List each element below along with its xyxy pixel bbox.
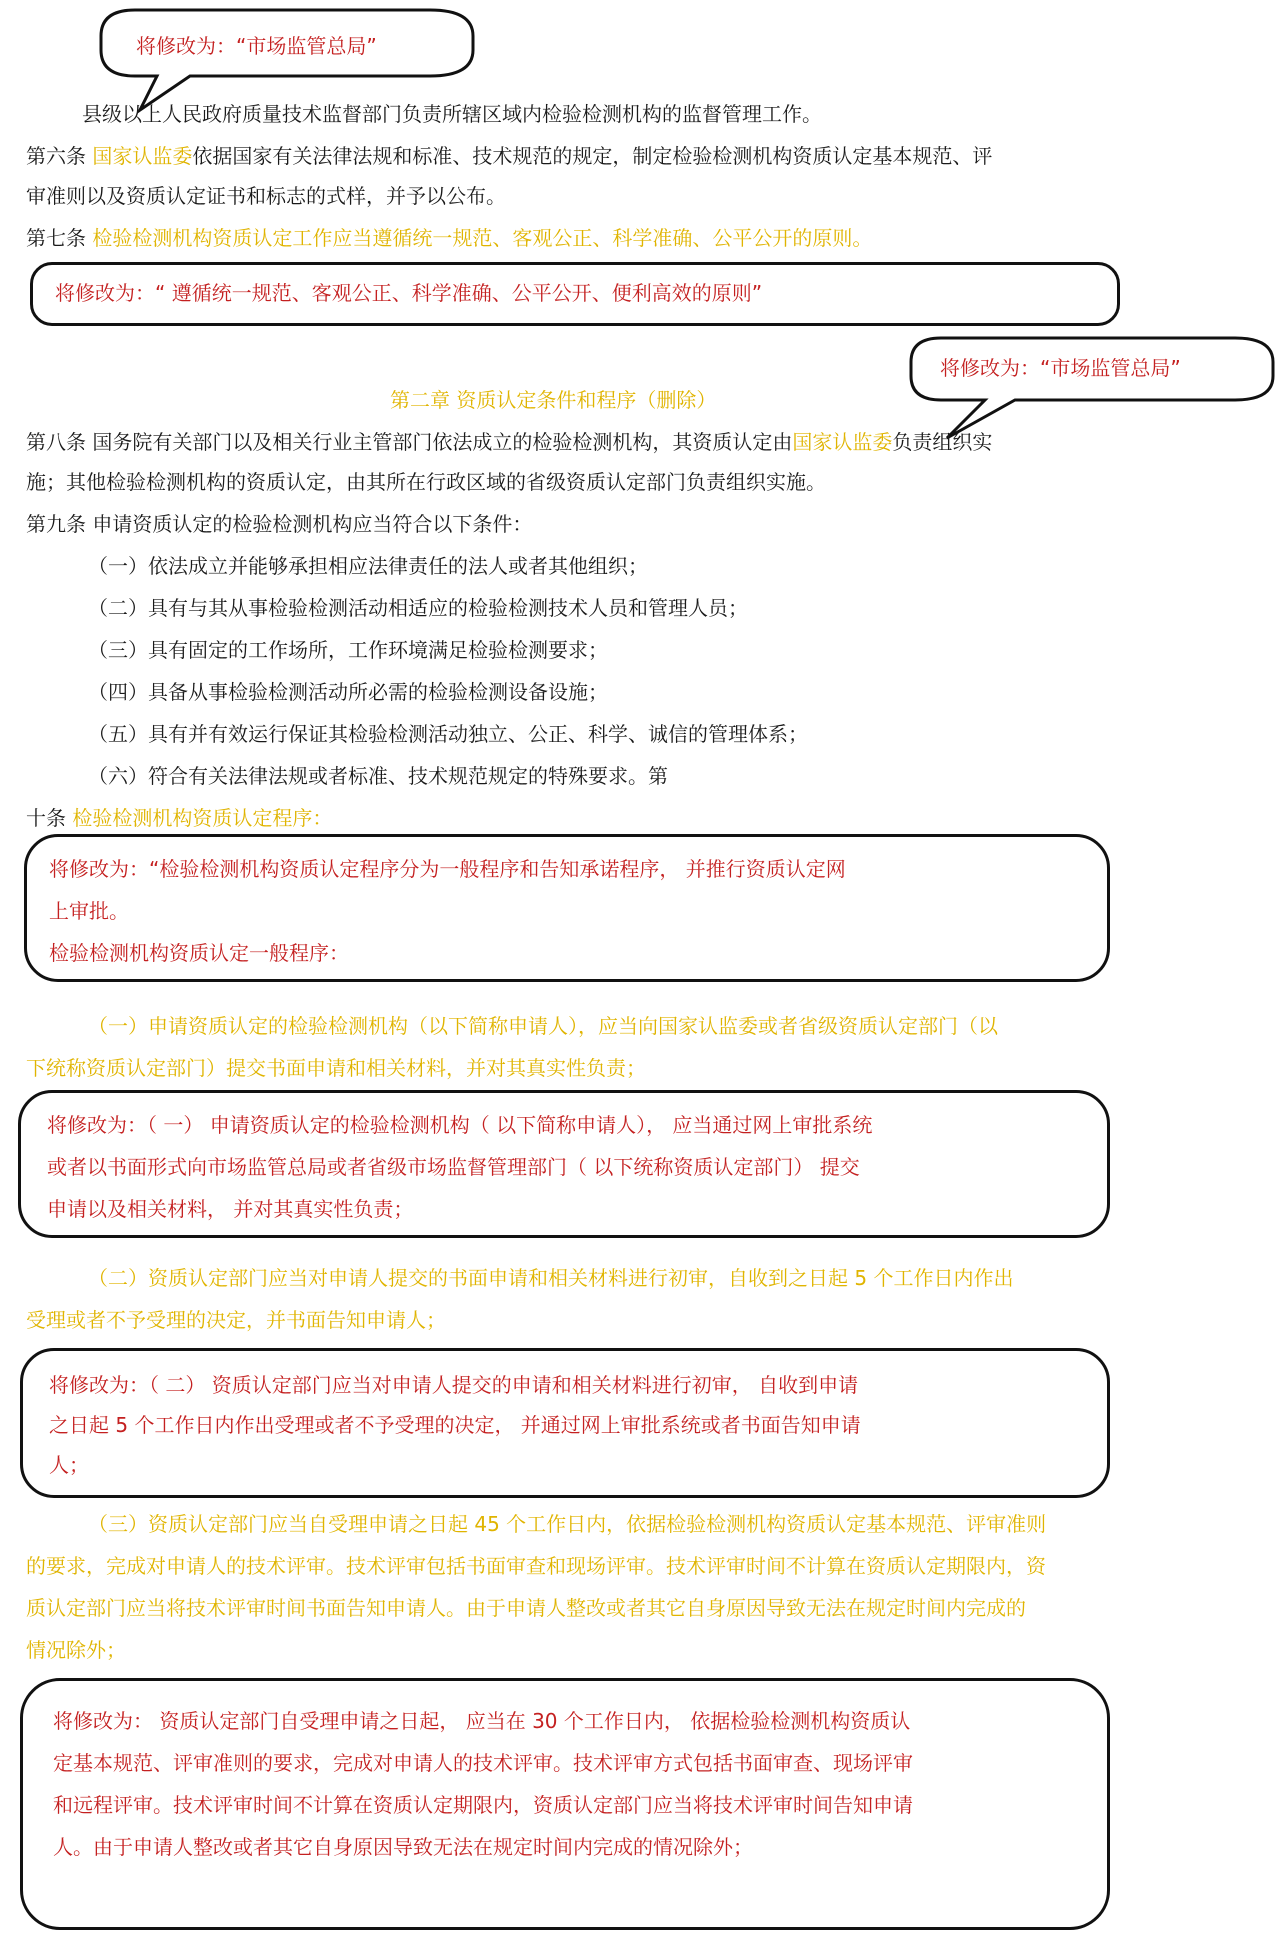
revision-box-3-line-2: 或者以书面形式向市场监管总局或者省级市场监督管理部门（ 以下统称资质认定部门） 提交 <box>47 1155 860 1179</box>
revision-box-4-line-2: 之日起 5 个工作日内作出受理或者不予受理的决定， 并通过网上审批系统或者书面告知申请 <box>49 1413 861 1437</box>
article-10-label: 十条 <box>26 806 66 830</box>
article-8-text-end: 负责组织实 <box>892 430 993 454</box>
article-6-line-2: 审准则以及资质认定证书和标志的式样，并予以公布。 <box>26 184 506 208</box>
revision-box-4 <box>20 1348 1110 1498</box>
revision-box-1-text: 将修改为：“ 遵循统一规范、客观公正、科学准确、公平公开、便利高效的原则” <box>55 281 763 305</box>
revision-box-5 <box>20 1678 1110 1930</box>
original-procedure-3-line-3: 质认定部门应当将技术评审时间书面告知申请人。由于申请人整改或者其它自身原因导致无法在规定时间内完成的 <box>26 1596 1026 1620</box>
county-supervision-line: 县级以上人民政府质量技术监督部门负责所辖区域内检验检测机构的监督管理工作。 <box>82 102 822 126</box>
revision-box-5-line-1: 将修改为： 资质认定部门自受理申请之日起， 应当在 30 个工作日内， 依据检验检测机构资质认 <box>53 1709 911 1733</box>
revision-box-1 <box>30 262 1120 326</box>
original-procedure-2-line-2: 受理或者不予受理的决定，并书面告知申请人； <box>26 1308 446 1332</box>
article-9-item-6: （六）符合有关法律法规或者标准、技术规范规定的特殊要求。第 <box>88 764 668 788</box>
article-10-highlight: 检验检测机构资质认定程序： <box>72 806 333 830</box>
article-9-item-2: （二）具有与其从事检验检测活动相适应的检验检测技术人员和管理人员； <box>88 596 748 620</box>
original-procedure-2-line-1: （二）资质认定部门应当对申请人提交的书面申请和相关材料进行初审，自收到之日起 5 个工作日内作出 <box>88 1266 1014 1290</box>
callout-text-1: 将修改为：“市场监管总局” <box>136 34 377 58</box>
revision-box-5-line-2: 定基本规范、评审准则的要求，完成对申请人的技术评审。技术评审方式包括书面审查、现场评审 <box>53 1751 913 1775</box>
article-9-item-1: （一）依法成立并能够承担相应法律责任的法人或者其他组织； <box>88 554 648 578</box>
article-9-item-4: （四）具备从事检验检测活动所必需的检验检测设备设施； <box>88 680 608 704</box>
revision-box-4-line-1: 将修改为：（ 二） 资质认定部门应当对申请人提交的申请和相关材料进行初审， 自收到申请 <box>49 1373 859 1397</box>
article-7-label: 第七条 <box>26 226 86 250</box>
revision-box-2-line-2: 上审批。 <box>49 899 129 923</box>
revision-box-3-line-3: 申请以及相关材料， 并对其真实性负责； <box>47 1197 414 1221</box>
article-6-text: 依据国家有关法律法规和标准、技术规范的规定，制定检验检测机构资质认定基本规范、评 <box>192 144 993 168</box>
revision-box-2-line-1: 将修改为：“检验检测机构资质认定程序分为一般程序和告知承诺程序， 并推行资质认定网 <box>49 857 846 881</box>
original-procedure-3-line-2: 的要求，完成对申请人的技术评审。技术评审包括书面审查和现场评审。技术评审时间不计算在资质认定期限内，资 <box>26 1554 1046 1578</box>
article-9-line: 第九条 申请资质认定的检验检测机构应当符合以下条件： <box>26 512 533 536</box>
original-procedure-1-line-1: （一）申请资质认定的检验检测机构（以下简称申请人），应当向国家认监委或者省级资质认定部门（以 <box>88 1014 998 1038</box>
original-procedure-3-line-4: 情况除外； <box>26 1638 126 1662</box>
article-6-highlight: 国家认监委 <box>92 144 193 168</box>
article-8-line-1 <box>26 428 992 456</box>
revision-box-5-line-4: 人。由于申请人整改或者其它自身原因导致无法在规定时间内完成的情况除外； <box>53 1835 753 1859</box>
article-8-line-2: 施；其他检验检测机构的资质认定，由其所在行政区域的省级资质认定部门负责组织实施。 <box>26 470 826 494</box>
original-procedure-3-line-1: （三）资质认定部门应当自受理申请之日起 45 个工作日内，依据检验检测机构资质认定基本规范、评审准则 <box>88 1512 1047 1536</box>
revision-box-2-line-3: 检验检测机构资质认定一般程序： <box>49 941 349 965</box>
revision-box-3-line-1: 将修改为：（ 一） 申请资质认定的检验检测机构（ 以下简称申请人）， 应当通过网上审批系统 <box>47 1113 873 1137</box>
revision-box-4-line-3: 人； <box>49 1453 89 1477</box>
article-8-highlight: 国家认监委 <box>792 430 893 454</box>
article-6-label: 第六条 <box>26 144 86 168</box>
callout-text-2: 将修改为：“市场监管总局” <box>940 356 1181 380</box>
article-9-item-5: （五）具有并有效运行保证其检验检测活动独立、公正、科学、诚信的管理体系； <box>88 722 808 746</box>
article-8-text: 第八条 国务院有关部门以及相关行业主管部门依法成立的检验检测机构，其资质认定由 <box>26 430 793 454</box>
article-9-item-3: （三）具有固定的工作场所，工作环境满足检验检测要求； <box>88 638 608 662</box>
original-procedure-1-line-2: 下统称资质认定部门）提交书面申请和相关材料，并对其真实性负责； <box>26 1056 646 1080</box>
article-7-highlight: 检验检测机构资质认定工作应当遵循统一规范、客观公正、科学准确、公平公开的原则。 <box>92 226 873 250</box>
revision-box-3 <box>18 1090 1110 1238</box>
chapter-2-heading: 第二章 资质认定条件和程序（删除） <box>390 388 717 412</box>
article-6-line-1 <box>26 142 992 170</box>
article-10-line <box>26 804 332 832</box>
article-7-line <box>26 224 872 252</box>
revision-box-5-line-3: 和远程评审。技术评审时间不计算在资质认定期限内，资质认定部门应当将技术评审时间告知申请 <box>53 1793 913 1817</box>
revision-box-2 <box>24 834 1110 982</box>
